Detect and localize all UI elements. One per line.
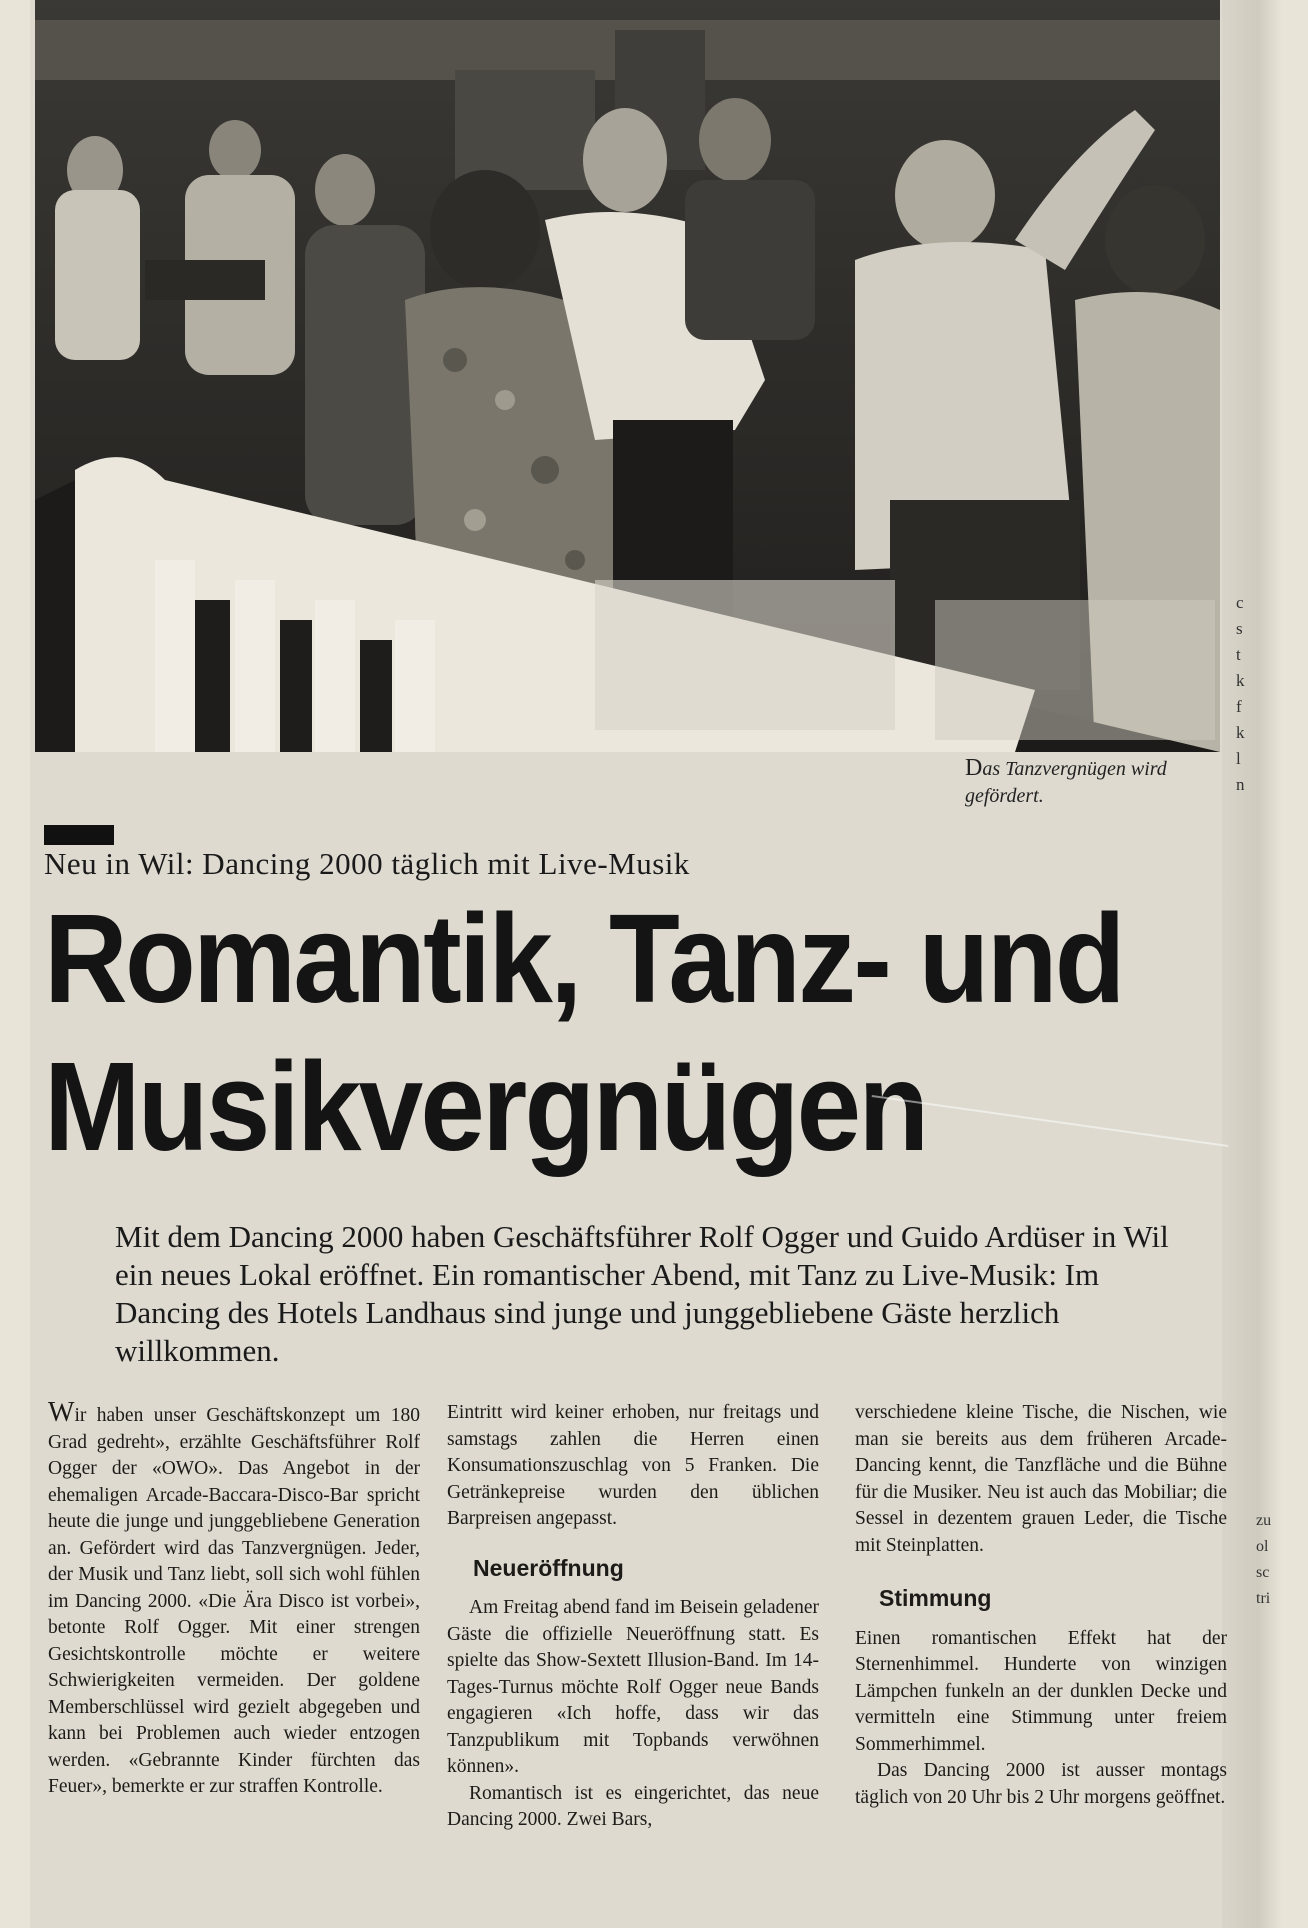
paragraph: verschiedene kleine Tische, die Nischen, wie man sie bereits aus dem früheren Arcade-Dancing kennt, die Tanzfläche und die Bühne für die Musiker. Neu ist auch das Mobiliar; die Sessel in dezentem grauen Leder, die Tische mit Steinplatten. bbox=[855, 1402, 1227, 1556]
subhead-stimmung: Stimmung bbox=[879, 1585, 992, 1611]
article-column-1 bbox=[48, 1397, 420, 1801]
margin-fragment-lower: zu ol sc tri bbox=[1256, 1512, 1272, 1607]
headline-line-2: Musikvergnügen bbox=[44, 1036, 927, 1177]
kicker-bar bbox=[44, 825, 114, 845]
lead-paragraph: Mit dem Dancing 2000 haben Geschäftsführer Rolf Ogger und Guido Ardüser in Wil ein neues Lokal eröffnet. Ein romantischer Abend, mit Tanz zu Live-Musik: Im Dancing des Hotels Landhaus sind junge und junggebliebene Gäste herzlich willkommen. bbox=[115, 1219, 1169, 1368]
caption-initial: D bbox=[965, 755, 983, 781]
dance-photo-illustration bbox=[35, 0, 1220, 752]
margin-fragment-upper: c s t k f k l n bbox=[1236, 593, 1245, 794]
drop-cap: W bbox=[48, 1397, 75, 1428]
caption-text: as Tanzvergnügen wird gefördert. bbox=[965, 758, 1167, 807]
dance-photo bbox=[35, 0, 1220, 752]
paper-edge bbox=[1222, 0, 1282, 1928]
paragraph-text: ir haben unser Geschäftskonzept um 180 Grad gedreht», erzählte Geschäftsführer Rolf Ogger der «OWO». Das Angebot in der ehemaligen Arcade-Baccara-Disco-Bar spricht heute die junge und junggebliebene Generation an. Gefördert wird das Tanzvergnügen. Jeder, der Musik und Tanz liebt, soll sich wohl fühlen im Dancing 2000. «Die Ära Disco ist vorbei», betonte Rolf Ogger. Mit einer strengen Gesichtskontrolle möchte er weitere Schwierigkeiten vermeiden. Der goldene Memberschlüssel wird gezielt abgegeben und kann bei Problemen auch wieder entzogen werden. «Gebrannte Kinder fürchten das Feuer», bemerkte er zur straffen Kontrolle. bbox=[48, 1405, 420, 1797]
paragraph: Am Freitag abend fand im Beisein geladener Gäste die offizielle Neueröffnung statt. Es spielte das Show-Sextett Illusion-Band. Im 14-Tages-Turnus möchte Rolf Ogger neue Bands engagieren «Ich hoffe, dass wir das Tanzpublikum mit Topbands verwöhnen können». bbox=[447, 1597, 819, 1777]
kicker: Neu in Wil: Dancing 2000 täglich mit Live-Musik bbox=[44, 846, 690, 881]
paragraph: Einen romantischen Effekt hat der Sternenhimmel. Hunderte von winzigen Lämpchen funkeln an der dunklen Decke und vermitteln eine Stimmung unter freiem Sommerhimmel. bbox=[855, 1627, 1227, 1755]
paragraph: Eintritt wird keiner erhoben, nur freitags und samstags zahlen die Herren einen Konsumationszuschlag von 5 Franken. Die Getränkepreise wurden den üblichen Barpreisen angepasst. bbox=[447, 1402, 819, 1529]
headline bbox=[44, 885, 1139, 1181]
paragraph: Romantisch ist es eingerichtet, das neue Dancing 2000. Zwei Bars, bbox=[447, 1782, 819, 1830]
subhead-neueroeffnung: Neueröffnung bbox=[473, 1554, 624, 1581]
photo-caption bbox=[965, 755, 1235, 810]
paragraph bbox=[48, 1397, 420, 1801]
article-column-3 bbox=[855, 1400, 1227, 1811]
paragraph: Das Dancing 2000 ist ausser montags täglich von 20 Uhr bis 2 Uhr morgens geöffnet. bbox=[855, 1760, 1227, 1808]
headline-line-1: Romantik, Tanz- und bbox=[44, 888, 1123, 1029]
article-column-2 bbox=[447, 1400, 819, 1834]
